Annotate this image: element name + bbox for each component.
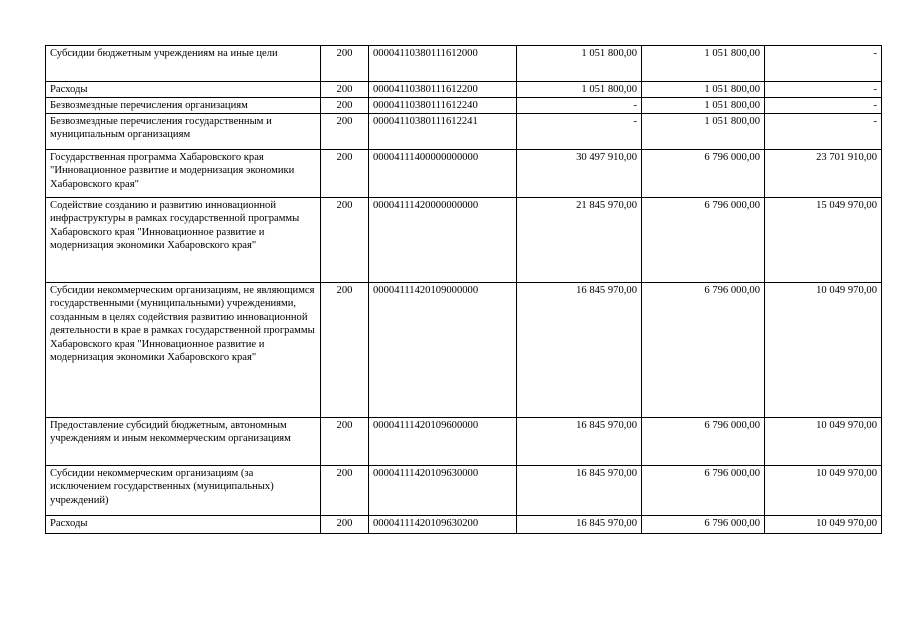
row-executed-cell: 1 051 800,00 — [642, 46, 765, 82]
row-csr-cell: 00004111420109630200 — [369, 516, 517, 534]
row-approved-cell: 30 497 910,00 — [517, 150, 642, 198]
row-unexecuted-cell: 15 049 970,00 — [765, 198, 882, 283]
row-unexecuted-cell: - — [765, 46, 882, 82]
row-code-cell: 200 — [321, 114, 369, 150]
row-name-cell: Безвозмездные перечисления организациям — [46, 98, 321, 114]
row-code-cell: 200 — [321, 150, 369, 198]
row-name-cell: Содействие созданию и развитию инновационной инфраструктуры в рамках государственной программы Хабаровского края "Инновационное развитие и модернизация экономики Хабаровского края" — [46, 198, 321, 283]
row-csr-cell: 00004111400000000000 — [369, 150, 517, 198]
row-executed-cell: 6 796 000,00 — [642, 466, 765, 516]
row-csr-cell: 00004111420109630000 — [369, 466, 517, 516]
table-row — [46, 516, 882, 534]
row-executed-cell: 1 051 800,00 — [642, 114, 765, 150]
table-row — [46, 150, 882, 198]
row-name-cell: Субсидии некоммерческим организациям, не являющимся государственными (муниципальными) учреждениями, созданным в целях содействия развитию инновационной деятельности в крае в рамках государственной программы Хабаровского края "Инновационное развитие и модернизация экономики Хабаровского края" — [46, 283, 321, 418]
row-code-cell: 200 — [321, 82, 369, 98]
row-approved-cell: - — [517, 114, 642, 150]
table-row — [46, 418, 882, 466]
row-code-cell: 200 — [321, 516, 369, 534]
table-row — [46, 198, 882, 283]
row-csr-cell: 00004111420109000000 — [369, 283, 517, 418]
table-row — [46, 82, 882, 98]
row-name-cell: Государственная программа Хабаровского края "Инновационное развитие и модернизация экономики Хабаровского края" — [46, 150, 321, 198]
row-code-cell: 200 — [321, 46, 369, 82]
row-name-cell: Безвозмездные перечисления государственным и муниципальным организациям — [46, 114, 321, 150]
row-unexecuted-cell: 10 049 970,00 — [765, 283, 882, 418]
row-executed-cell: 6 796 000,00 — [642, 283, 765, 418]
row-executed-cell: 6 796 000,00 — [642, 198, 765, 283]
row-csr-cell: 00004110380111612000 — [369, 46, 517, 82]
row-code-cell: 200 — [321, 198, 369, 283]
row-approved-cell: 16 845 970,00 — [517, 418, 642, 466]
row-approved-cell: 1 051 800,00 — [517, 46, 642, 82]
row-executed-cell: 6 796 000,00 — [642, 418, 765, 466]
row-approved-cell: 16 845 970,00 — [517, 466, 642, 516]
row-name-cell: Предоставление субсидий бюджетным, автономным учреждениям и иным некоммерческим организациям — [46, 418, 321, 466]
row-approved-cell: 16 845 970,00 — [517, 283, 642, 418]
row-code-cell: 200 — [321, 418, 369, 466]
row-unexecuted-cell: 10 049 970,00 — [765, 466, 882, 516]
table-row — [46, 114, 882, 150]
row-name-cell: Расходы — [46, 516, 321, 534]
row-csr-cell: 00004110380111612241 — [369, 114, 517, 150]
row-approved-cell: 16 845 970,00 — [517, 516, 642, 534]
row-csr-cell: 00004110380111612200 — [369, 82, 517, 98]
row-approved-cell: 21 845 970,00 — [517, 198, 642, 283]
row-code-cell: 200 — [321, 466, 369, 516]
table-row — [46, 46, 882, 82]
row-approved-cell: - — [517, 98, 642, 114]
row-name-cell: Расходы — [46, 82, 321, 98]
table-row — [46, 283, 882, 418]
row-executed-cell: 1 051 800,00 — [642, 98, 765, 114]
row-unexecuted-cell: 23 701 910,00 — [765, 150, 882, 198]
row-code-cell: 200 — [321, 98, 369, 114]
row-unexecuted-cell: - — [765, 114, 882, 150]
row-approved-cell: 1 051 800,00 — [517, 82, 642, 98]
row-executed-cell: 6 796 000,00 — [642, 150, 765, 198]
table-row — [46, 98, 882, 114]
table-row — [46, 466, 882, 516]
row-unexecuted-cell: 10 049 970,00 — [765, 418, 882, 466]
row-csr-cell: 00004111420109600000 — [369, 418, 517, 466]
row-unexecuted-cell: 10 049 970,00 — [765, 516, 882, 534]
row-name-cell: Субсидии бюджетным учреждениям на иные цели — [46, 46, 321, 82]
row-csr-cell: 00004111420000000000 — [369, 198, 517, 283]
row-name-cell: Субсидии некоммерческим организациям (за исключением государственных (муниципальных) учреждений) — [46, 466, 321, 516]
budget-table — [45, 45, 882, 534]
row-csr-cell: 00004110380111612240 — [369, 98, 517, 114]
row-code-cell: 200 — [321, 283, 369, 418]
row-executed-cell: 1 051 800,00 — [642, 82, 765, 98]
row-unexecuted-cell: - — [765, 98, 882, 114]
row-unexecuted-cell: - — [765, 82, 882, 98]
row-executed-cell: 6 796 000,00 — [642, 516, 765, 534]
